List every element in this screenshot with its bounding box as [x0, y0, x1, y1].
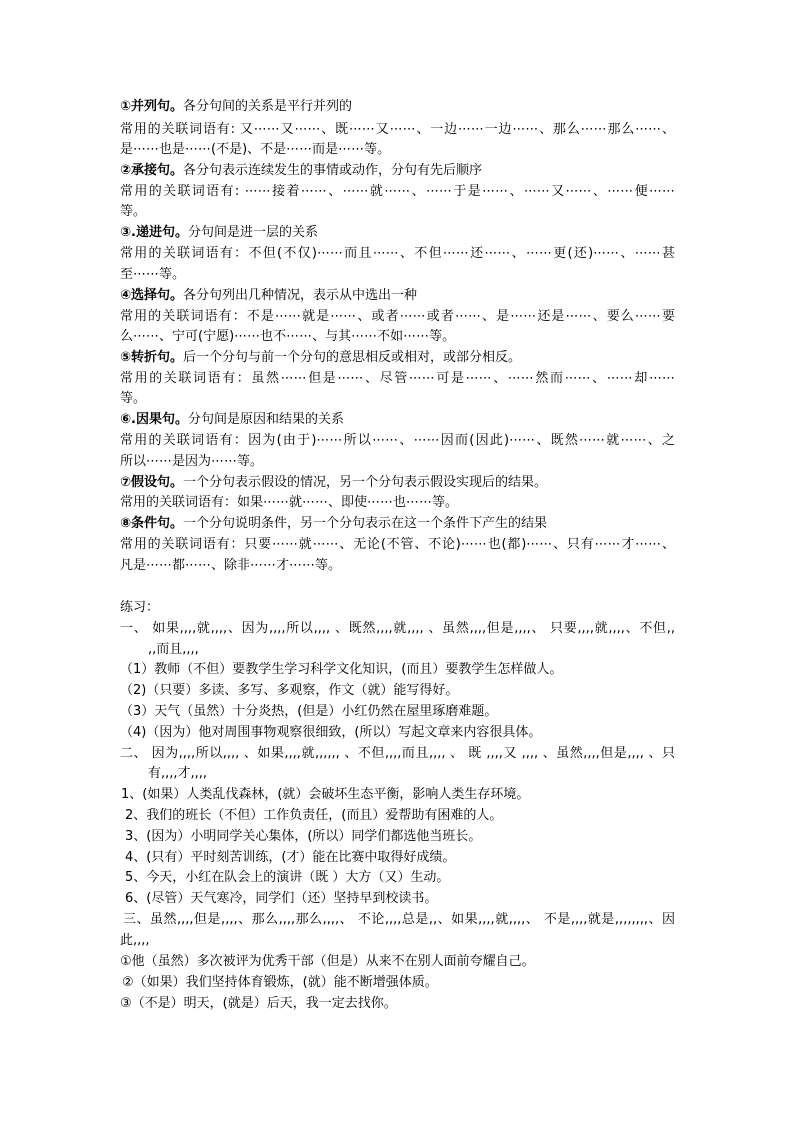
section-5-desc: 后一个分句与前一个分句的意思相反或相对，或部分相反。 — [183, 350, 522, 365]
section-5-head: ⑤转折句。 — [120, 350, 184, 365]
section-8-title — [120, 515, 547, 532]
section-2-head: ②承接句。 — [120, 163, 184, 178]
section-2-title — [120, 162, 482, 179]
group-2-item: 3、(因为）小明同学关心集体，(所以）同学们都选他当班长。 — [125, 829, 482, 844]
section-8-head: ⑧条件句。 — [120, 516, 184, 531]
group-3-item: ①他（虽然）多次被评为优秀干部（但是）从来不在别人面前夸耀自己。 — [120, 954, 535, 969]
section-6-desc: 分句间是原因和结果的关系 — [187, 412, 344, 427]
group-1-item: （2)（只要）多读、多写、多观察，作文（就）能写得好。 — [120, 683, 459, 698]
section-3-head: ③.递进句。 — [120, 225, 188, 240]
group-2-item: 2、我们的班长（不但）工作负责任，(而且）爱帮助有困难的人。 — [125, 808, 503, 823]
group-3-line1: 三、虽然,,,,但是,,,,、那么,,,,那么,,,,、 不论,,,,总是,,、如果,,,,就,,,,、 不是,,,,就是,,,,,,,,、因 — [123, 912, 675, 927]
group-3-item: ③（不是）明天，(就是）后天，我一定去找你。 — [120, 996, 397, 1011]
section-4-head: ④选择句。 — [120, 288, 184, 303]
section-4-title — [120, 287, 417, 304]
section-8-words-line2: 凡是⋯⋯都⋯⋯、除非⋯⋯才⋯⋯等。 — [120, 558, 342, 573]
section-7-title — [120, 474, 547, 491]
section-8-words-line1: 常用的关联词语有：只要⋯⋯就⋯⋯、无论(不管、不论)⋯⋯也(都)⋯⋯、只有⋯⋯才⋯⋯、 — [120, 537, 675, 552]
section-1-desc: 各分句间的关系是平行并列的 — [183, 99, 353, 114]
group-3-item: ②（如果）我们坚持体育锻炼，(就）能不断增强体质。 — [122, 975, 438, 990]
section-7-head: ⑦假设句。 — [120, 475, 184, 490]
group-2-line1: 二、 因为,,,,所以,,,, 、如果,,,,就,,,,,, 、不但,,,,而且,,,, 、 既 ,,,,又 ,,,, 、虽然,,,,但是,,,, 、只 — [120, 746, 675, 761]
group-2-item: 1、(如果）人类乱伐森林，(就）会破坏生态平衡，影响人类生存环境。 — [121, 787, 530, 802]
section-1-words-line2: 是⋯⋯也是⋯⋯(不是)、不是⋯⋯而是⋯⋯等。 — [120, 142, 391, 157]
group-1-line1: 一、 如果,,,,就,,,,、因为,,,,所以,,,, 、既然,,,,就,,,, 、虽然,,,,但是,,,,、 只要,,,,就,,,,、不但,, — [120, 621, 675, 636]
group-1-item: （3）天气（虽然）十分炎热，(但是）小红仍然在屋里琢磨难题。 — [120, 704, 498, 719]
group-2-item: 5、今天，小红在队会上的演讲（既 ）大方（又）生动。 — [125, 870, 450, 885]
section-1-head: ①并列句。 — [120, 99, 184, 114]
group-2-item: 4、(只有）平时刻苦训练，(才）能在比赛中取得好成绩。 — [125, 850, 456, 865]
section-6-words-line2: 所以⋯⋯是因为⋯⋯等。 — [120, 454, 264, 469]
group-1-line2: ,,而且,,,, — [148, 642, 199, 657]
section-5-title — [120, 349, 521, 366]
section-4-words-line2: 么⋯⋯、宁可(宁愿)⋯⋯也不⋯⋯、与其⋯⋯不如⋯⋯等。 — [120, 329, 456, 344]
section-7-desc: 一个分句表示假设的情况，另一个分句表示假设实现后的结果。 — [183, 475, 548, 490]
section-6-title — [120, 411, 344, 428]
practice-title: 练习： — [120, 600, 160, 615]
group-1-item: （4)（因为）他对周围事物观察很细致，(所以）写起文章来内容很具体。 — [120, 725, 542, 740]
section-3-words-line2: 至⋯⋯等。 — [120, 267, 186, 282]
section-6-head: ⑥.因果句。 — [120, 412, 188, 427]
section-2-words-line1: 常用的关联词语有: ⋯⋯接着⋯⋯、⋯⋯就⋯⋯、⋯⋯于是⋯⋯、⋯⋯又⋯⋯、⋯⋯便⋯⋯ — [120, 184, 675, 199]
section-2-desc: 各分句表示连续发生的事情或动作，分句有先后顺序 — [183, 163, 483, 178]
section-5-words-line1: 常用的关联词语有：虽然⋯⋯但是⋯⋯、尽管⋯⋯可是⋯⋯、⋯⋯然而⋯⋯、⋯⋯却⋯⋯ — [120, 371, 675, 386]
section-4-words-line1: 常用的关联词语有：不是⋯⋯就是⋯⋯、或者⋯⋯或者⋯⋯、是⋯⋯还是⋯⋯、要么⋯⋯要 — [120, 309, 675, 324]
group-3-line2: 此,,,, — [120, 933, 150, 948]
section-7-words-line1: 常用的关联词语有：如果⋯⋯就⋯⋯、即使⋯⋯也⋯⋯等。 — [120, 495, 459, 510]
group-1-item: （1）教师（不但）要教学生学习科学文化知识，(而且）要教学生怎样做人。 — [120, 662, 563, 677]
section-3-desc: 分句间是进一层的关系 — [187, 225, 318, 240]
section-5-words-line2: 等。 — [120, 391, 147, 406]
section-4-desc: 各分句列出几种情况，表示从中选出一种 — [183, 288, 418, 303]
section-1-title — [120, 98, 352, 115]
section-6-words-line1: 常用的关联词语有：因为(由于)⋯⋯所以⋯⋯、⋯⋯因而(因此)⋯⋯、既然⋯⋯就⋯⋯、之 — [120, 433, 675, 448]
section-8-desc: 一个分句说明条件，另一个分句表示在这一个条件下产生的结果 — [183, 516, 548, 531]
section-1-words-line1: 常用的关联词语有: 又⋯⋯又⋯⋯、既⋯⋯又⋯⋯、一边⋯⋯一边⋯⋯、那么⋯⋯那么⋯⋯、 — [120, 122, 675, 137]
group-2-line2: 有,,,,才,,,, — [148, 766, 208, 781]
section-3-title — [120, 224, 318, 241]
section-2-words-line2: 等。 — [120, 204, 147, 219]
section-3-words-line1: 常用的关联词语有：不但(不仅)⋯⋯而且⋯⋯、不但⋯⋯还⋯⋯、⋯⋯更(还)⋯⋯、⋯⋯甚 — [120, 246, 675, 261]
group-2-item: 6、(尽管）天气寒冷，同学们（还）坚持早到校读书。 — [125, 891, 438, 906]
